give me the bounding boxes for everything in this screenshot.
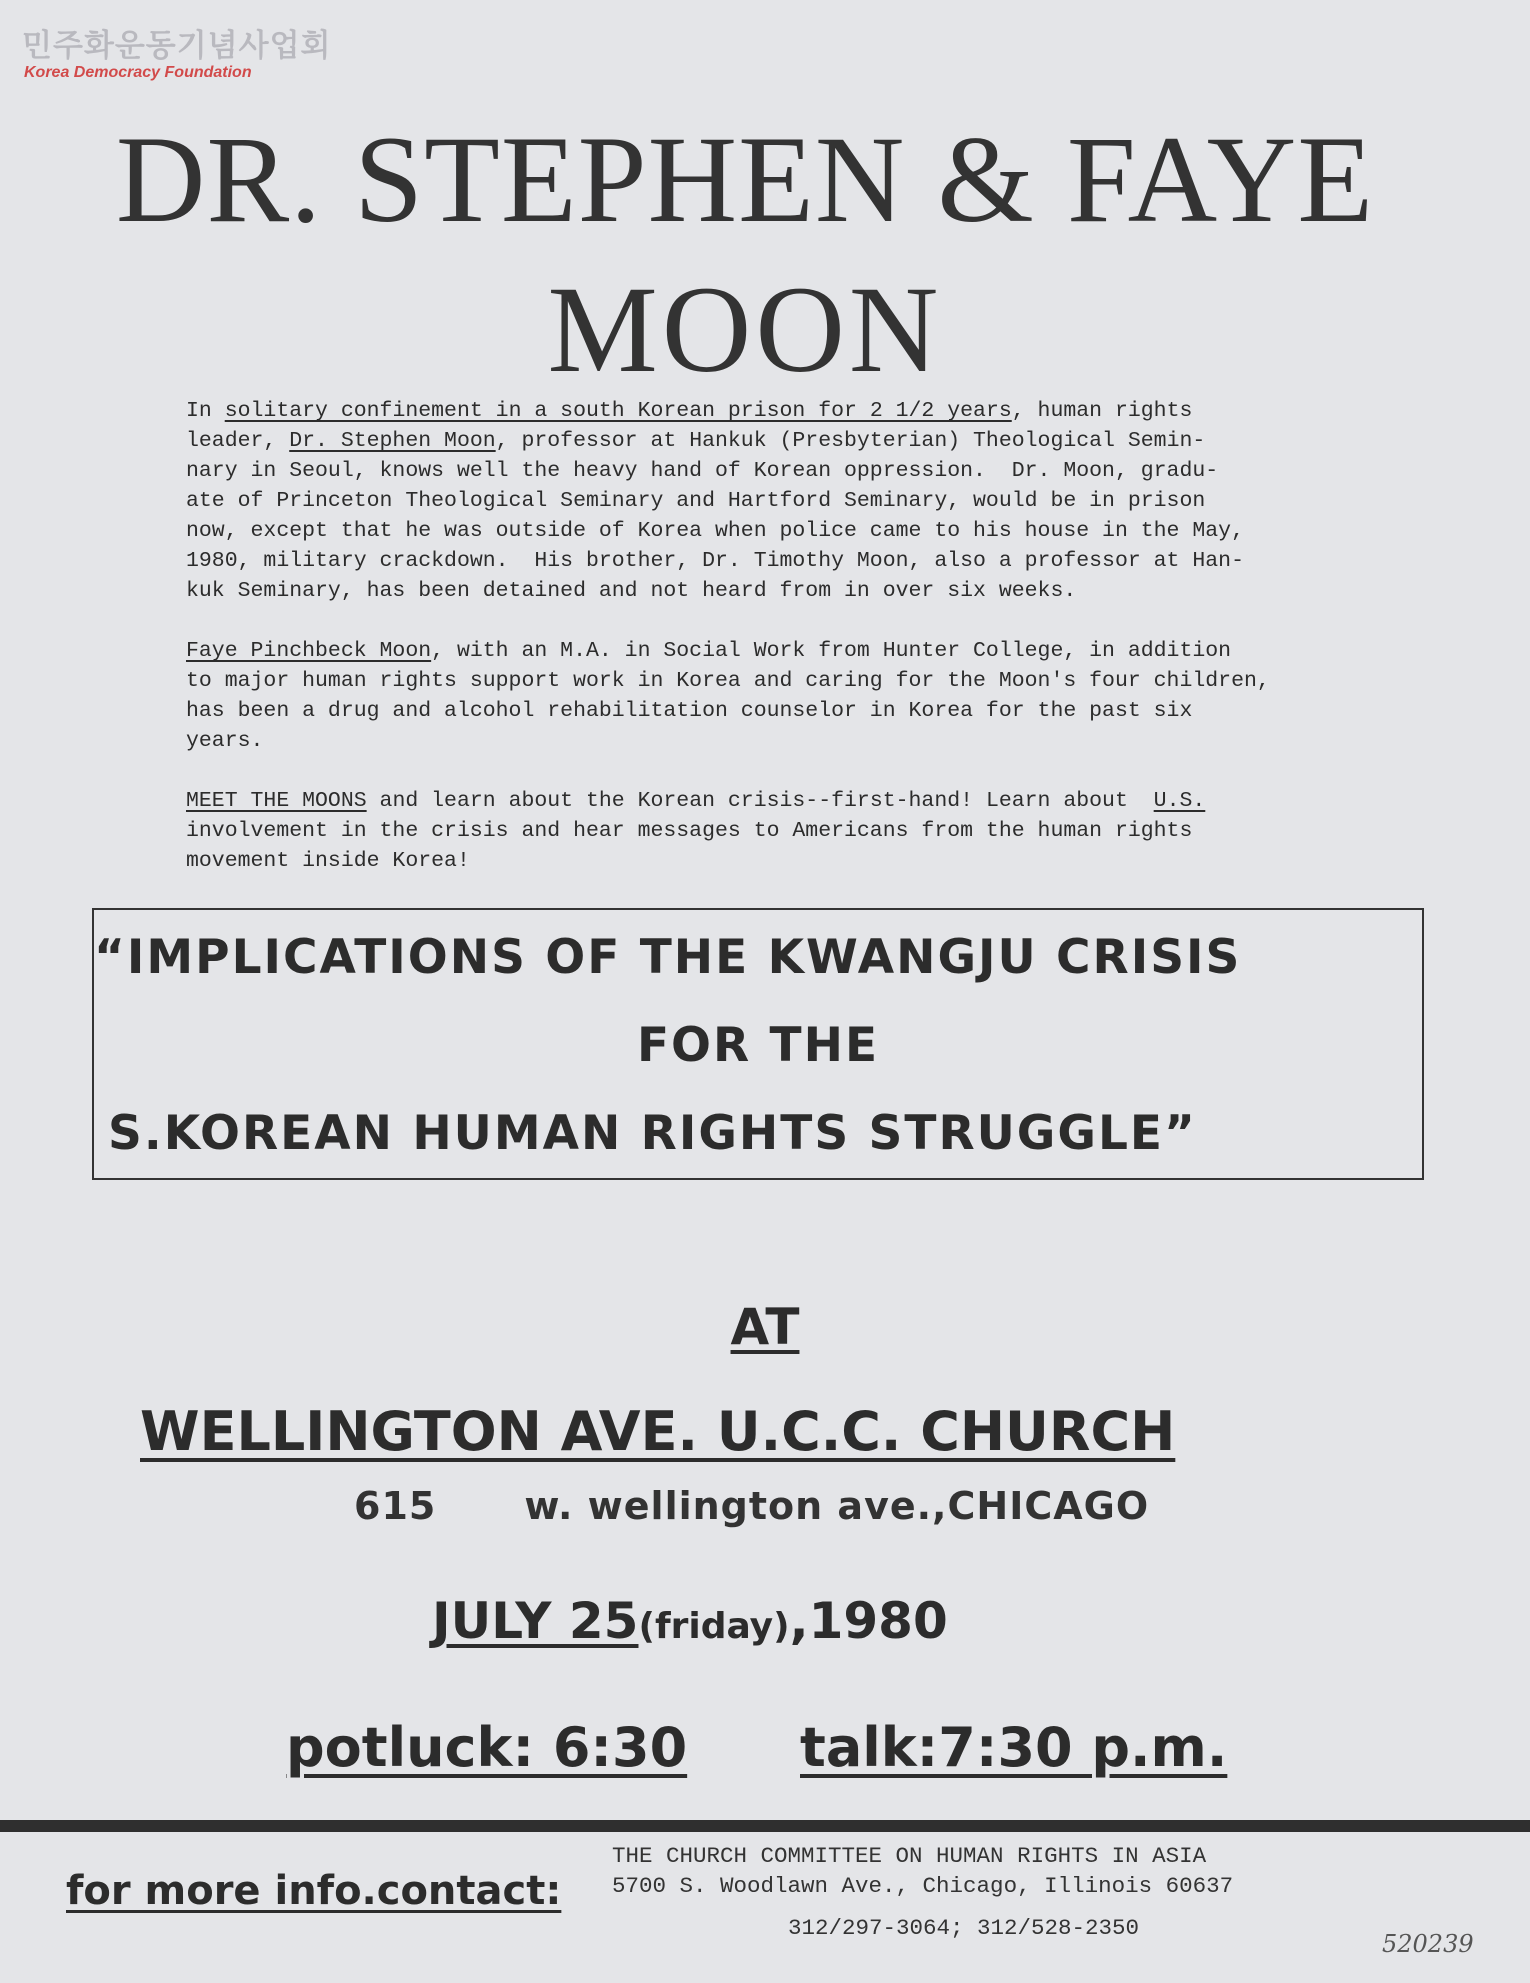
date-weekday: (friday) bbox=[638, 1606, 790, 1647]
street-address bbox=[354, 1484, 1254, 1528]
street-name: w. wellington ave., bbox=[524, 1484, 948, 1528]
text-run: and learn about the Korean crisis--first-hand! Learn about bbox=[366, 789, 1154, 813]
talk-time: talk:7:30 p.m. bbox=[800, 1716, 1228, 1779]
event-date bbox=[432, 1592, 1132, 1650]
topic-line-1: “IMPLICATIONS OF THE KWANGJU CRISIS bbox=[94, 930, 1242, 985]
paragraph-line: has been a drug and alcohol rehabilitation counselor in Korea for the past six bbox=[186, 699, 1193, 723]
underlined-text: Faye Pinchbeck Moon bbox=[186, 639, 432, 663]
handwritten-document-number: 520239 bbox=[1382, 1930, 1474, 1958]
date-year: ,1980 bbox=[789, 1592, 948, 1650]
text-run: , professor at Hankuk (Presbyterian) Theological Semin- bbox=[495, 429, 1206, 453]
paragraph-line: 1980, military crackdown. His brother, Dr. Timothy Moon, also a professor at Han- bbox=[186, 549, 1244, 573]
underlined-text: MEET THE MOONS bbox=[186, 789, 367, 813]
text-run: In bbox=[186, 399, 225, 423]
date-month-day: JULY 25 bbox=[432, 1592, 639, 1650]
contact-organization: THE CHURCH COMMITTEE ON HUMAN RIGHTS IN ASIA bbox=[612, 1843, 1207, 1869]
underlined-text: solitary confinement in a south Korean prison for 2 1/2 years bbox=[224, 399, 1012, 423]
paragraph-faye bbox=[186, 636, 1456, 756]
paragraph-line bbox=[186, 396, 1456, 426]
paragraph-line: ate of Princeton Theological Seminary and Hartford Seminary, would be in prison bbox=[186, 489, 1206, 513]
underlined-text: U.S. bbox=[1153, 789, 1206, 813]
footer-divider bbox=[0, 1820, 1530, 1832]
paragraph-meet bbox=[186, 786, 1456, 876]
title-line-1: DR. STEPHEN & FAYE bbox=[115, 111, 1375, 248]
contact-address: 5700 S. Woodlawn Ave., Chicago, Illinois 60637 bbox=[612, 1873, 1234, 1899]
text-run: , with an M.A. in Social Work from Hunter College, in addition bbox=[431, 639, 1232, 663]
contact-details bbox=[612, 1843, 1412, 1941]
contact-phones: 312/297-3064; 312/528-2350 bbox=[788, 1915, 1140, 1941]
paragraph-line: involvement in the crisis and hear messages to Americans from the human rights bbox=[186, 819, 1193, 843]
paragraph-line bbox=[186, 636, 1456, 666]
at-label: AT bbox=[730, 1298, 800, 1356]
paragraph-line bbox=[186, 786, 1456, 816]
paragraph-line: nary in Seoul, knows well the heavy hand of Korean oppression. Dr. Moon, gradu- bbox=[186, 459, 1219, 483]
topic-line-2: FOR THE bbox=[636, 1018, 880, 1073]
potluck-time: potluck: 6:30 bbox=[286, 1716, 688, 1779]
paragraph-line: now, except that he was outside of Korea when police came to his house in the May, bbox=[186, 519, 1244, 543]
text-run: , human rights bbox=[1011, 399, 1193, 423]
watermark-korean: 민주화운동기념사업회 bbox=[22, 28, 332, 64]
paragraph-line: to major human rights support work in Korea and caring for the Moon's four children, bbox=[186, 669, 1270, 693]
street-number: 615 bbox=[354, 1484, 437, 1528]
underlined-text: Dr. Stephen Moon bbox=[289, 429, 496, 453]
title-line-2: MOON bbox=[547, 261, 943, 398]
watermark-english: Korea Democracy Foundation bbox=[24, 64, 252, 81]
contact-label: for more info.contact: bbox=[66, 1868, 562, 1914]
paragraph-line: movement inside Korea! bbox=[186, 849, 470, 873]
paragraph-stephen bbox=[186, 396, 1456, 606]
paragraph-line: kuk Seminary, has been detained and not heard from in over six weeks. bbox=[186, 579, 1077, 603]
city: CHICAGO bbox=[947, 1484, 1150, 1528]
paragraph-line bbox=[186, 426, 1456, 456]
church-name: WELLINGTON AVE. U.C.C. CHURCH bbox=[140, 1400, 1176, 1463]
text-run: leader, bbox=[186, 429, 290, 453]
topic-line-3: S.KOREAN HUMAN RIGHTS STRUGGLE” bbox=[108, 1106, 1197, 1161]
paragraph-line: years. bbox=[186, 729, 264, 753]
